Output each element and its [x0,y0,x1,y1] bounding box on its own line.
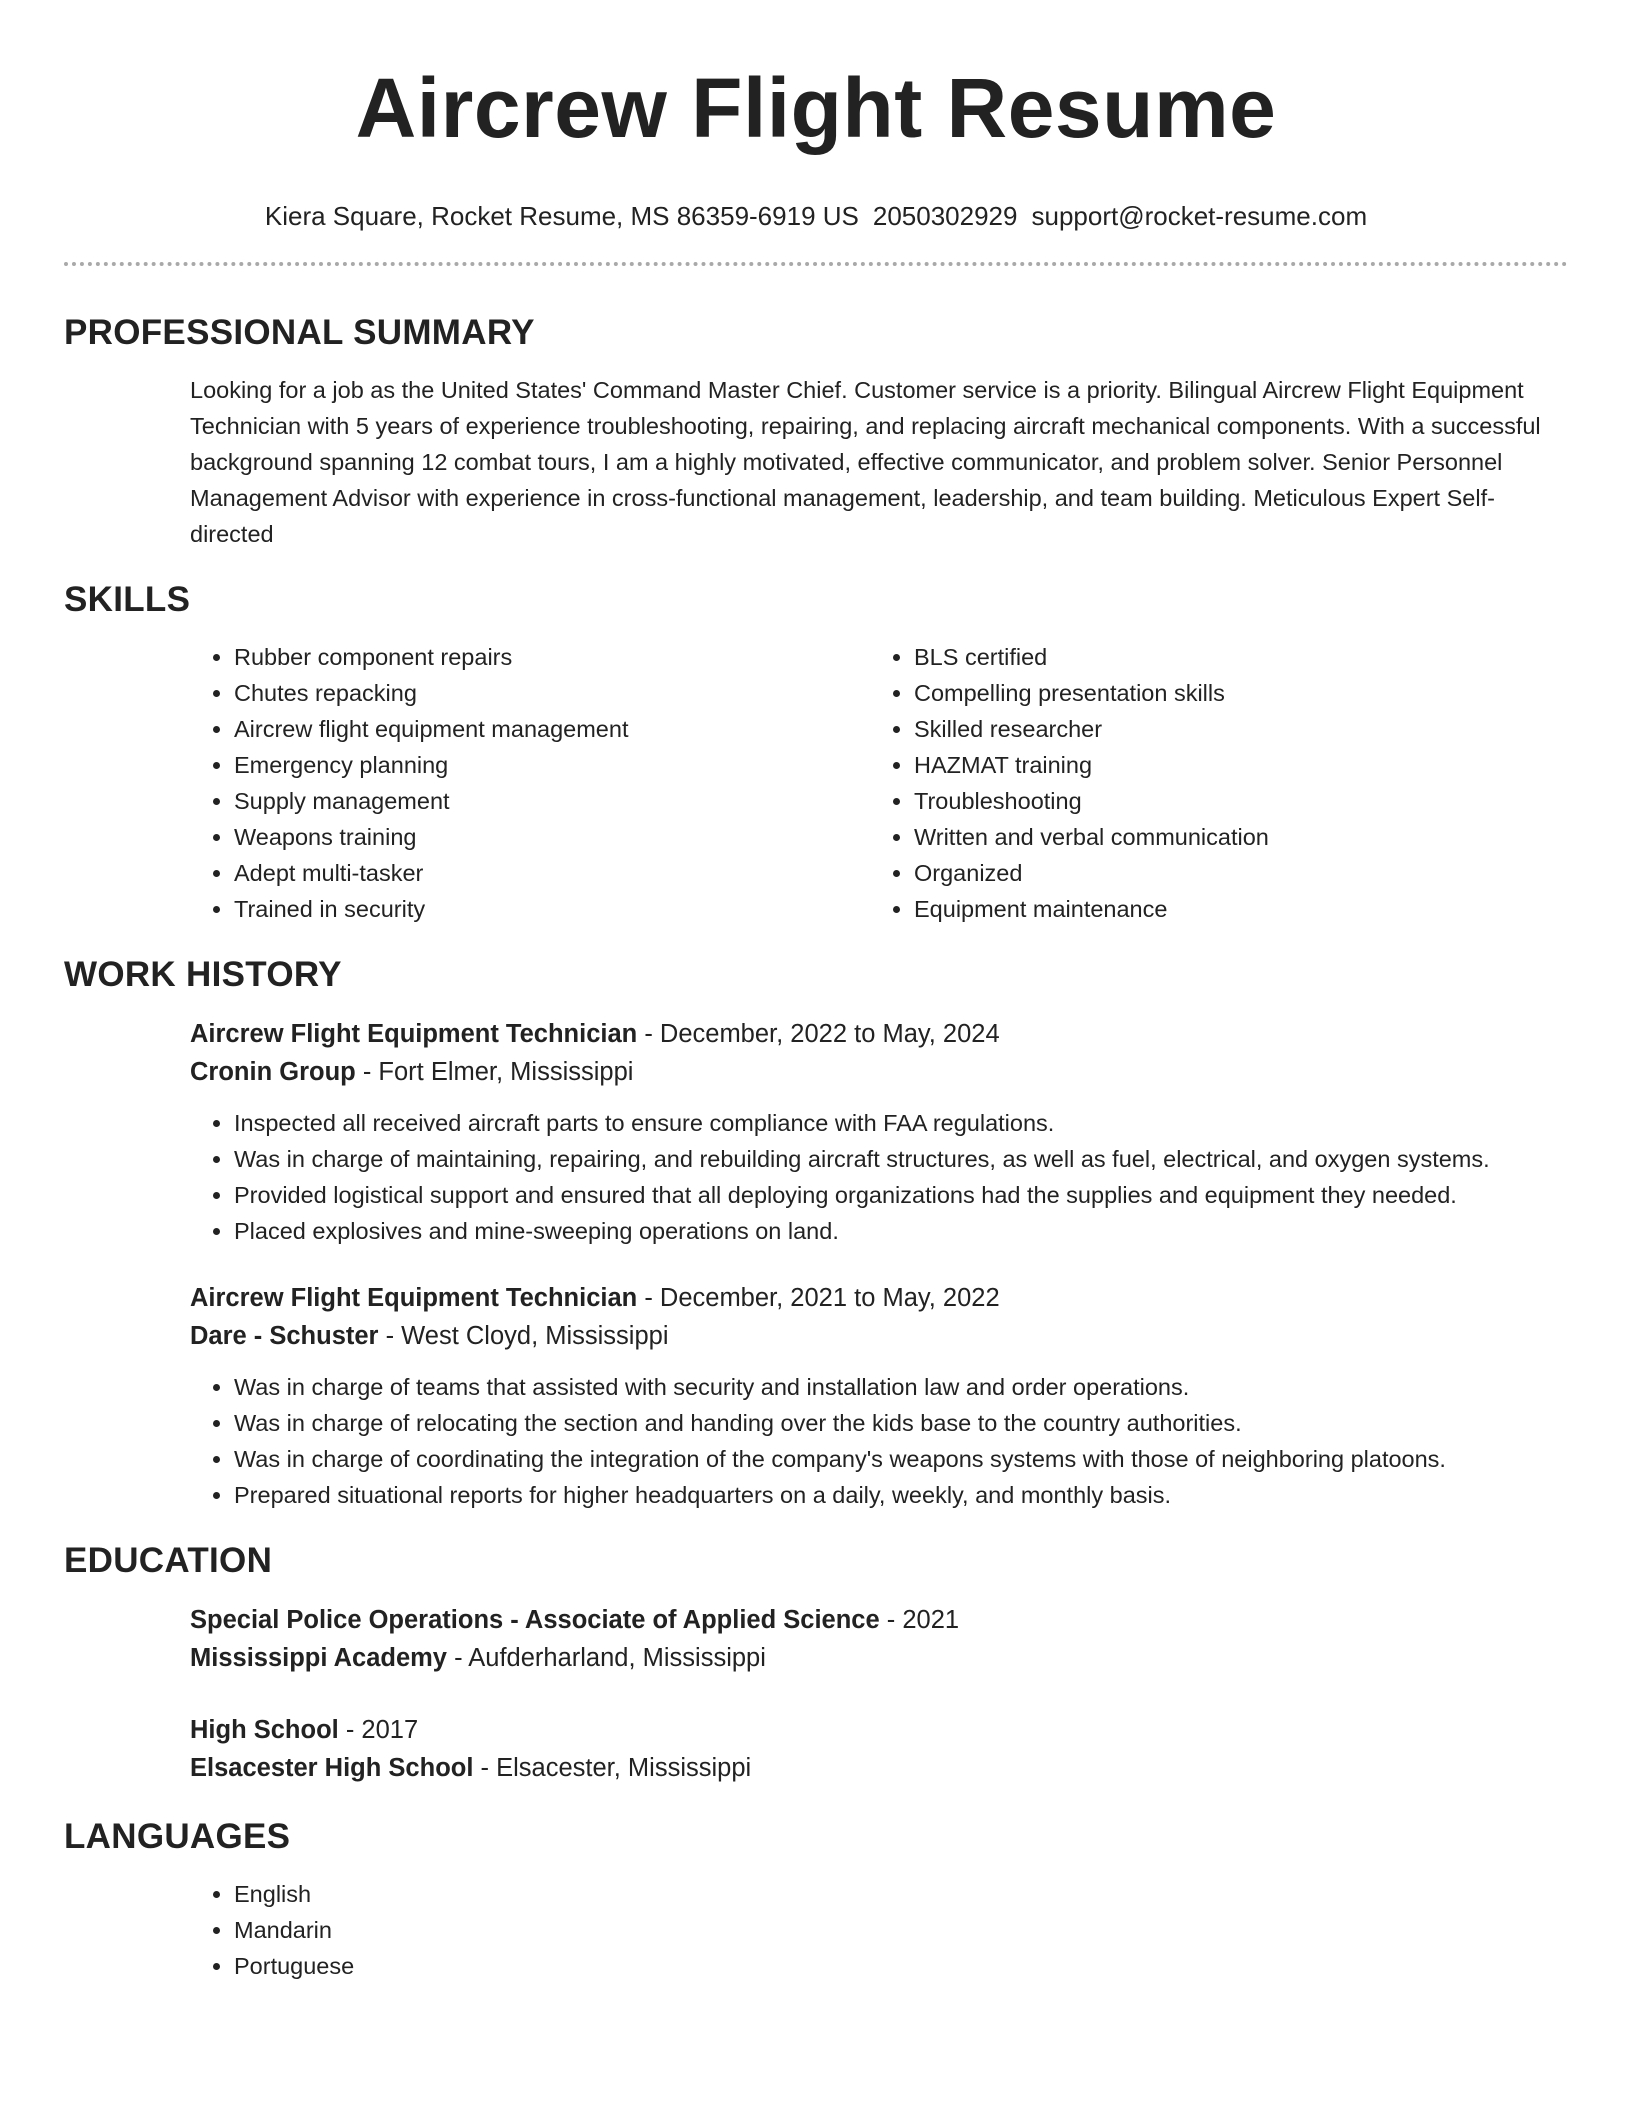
summary-section [64,311,1568,552]
contact-phone: 2050302929 [872,201,1018,231]
skill-item: • Equipment maintenance [914,891,1550,927]
job-bullets [190,1369,1568,1513]
job-company: Cronin Group [190,1058,356,1086]
skill-item: • Aircrew flight equipment management [234,711,870,747]
education-school: Elsacester High School [190,1754,474,1782]
job-bullet: • Inspected all received aircraft parts to ensure compliance with FAA regulations. [234,1105,1568,1141]
job-role: Aircrew Flight Equipment Technician [190,1284,638,1312]
job-entry [190,1279,1568,1513]
job-bullet: • Prepared situational reports for higher headquarters on a daily, weekly, and monthly basis. [234,1477,1568,1513]
job-bullet: • Provided logistical support and ensured that all deploying organizations had the supplies and equipment they needed. [234,1177,1568,1213]
language-item: • Portuguese [234,1948,1568,1984]
education-location: - Aufderharland, Mississippi [447,1644,766,1672]
contact-email: support@rocket-resume.com [1031,201,1368,231]
header-divider [64,262,1568,266]
languages-section [64,1815,1568,1984]
job-title-line [190,1015,1568,1053]
skill-item: • Supply management [234,783,870,819]
skill-item: • HAZMAT training [914,747,1550,783]
education-degree: High School [190,1716,339,1744]
job-location: - West Cloyd, Mississippi [378,1322,669,1350]
skill-item: • Organized [914,855,1550,891]
skill-item: • Chutes repacking [234,675,870,711]
skill-item: • Rubber component repairs [234,639,870,675]
education-degree: Special Police Operations - Associate of Applied Science [190,1606,880,1634]
job-dates: - December, 2022 to May, 2024 [637,1020,1000,1048]
skill-item: • Trained in security [234,891,870,927]
education-location: - Elsacester, Mississippi [473,1754,752,1782]
language-item: • English [234,1876,1568,1912]
summary-text: Looking for a job as the United States' Command Master Chief. Customer service is a priority. Bilingual Aircrew Flight Equipment Technician with 5 years of experience troubleshooting, repairing, and replacing aircraft mechanical components. With a successful background spanning 12 combat tours, I am a highly motivated, effective communicator, and problem solver. Senior Personnel Management Advisor with experience in cross-functional management, leadership, and team building. Meticulous Expert Self-directed [190,377,1541,547]
education-year: - 2021 [879,1606,960,1634]
job-company: Dare - Schuster [190,1322,379,1350]
contact-address: Kiera Square, Rocket Resume, MS 86359-6919 US [264,201,859,231]
skill-item: • Compelling presentation skills [914,675,1550,711]
skill-item: • Written and verbal communication [914,819,1550,855]
education-school-line [190,1639,1568,1677]
job-company-line [190,1317,1568,1355]
language-item: • Mandarin [234,1912,1568,1948]
education-year: - 2017 [338,1716,419,1744]
work-heading: WORK HISTORY [64,955,342,994]
skills-column-right [870,639,1550,927]
job-location: - Fort Elmer, Mississippi [355,1058,634,1086]
work-section [64,953,1568,1513]
job-bullet: • Was in charge of teams that assisted with security and installation law and order operations. [234,1369,1568,1405]
skill-item: • Skilled researcher [914,711,1550,747]
skill-item: • Emergency planning [234,747,870,783]
education-degree-line [190,1711,1568,1749]
job-bullet: • Was in charge of coordinating the integration of the company's weapons systems with those of neighboring platoons. [234,1441,1568,1477]
education-entry [190,1601,1568,1677]
job-company-line [190,1053,1568,1091]
languages-heading: LANGUAGES [64,1817,291,1856]
education-entry [190,1711,1568,1787]
skill-item: • Adept multi-tasker [234,855,870,891]
job-bullet: • Was in charge of relocating the section and handing over the kids base to the country authorities. [234,1405,1568,1441]
skills-section [64,578,1568,927]
education-degree-line [190,1601,1568,1639]
contact-line [64,200,1568,232]
job-dates: - December, 2021 to May, 2022 [637,1284,1000,1312]
job-bullet: • Was in charge of maintaining, repairing, and rebuilding aircraft structures, as well as fuel, electrical, and oxygen systems. [234,1141,1568,1177]
job-title-line [190,1279,1568,1317]
resume-title: Aircrew Flight Resume [355,61,1277,155]
skill-item: • Weapons training [234,819,870,855]
skill-item: • Troubleshooting [914,783,1550,819]
education-section [64,1539,1568,1787]
job-bullets [190,1105,1568,1249]
education-school: Mississippi Academy [190,1644,447,1672]
job-entry [190,1015,1568,1249]
education-heading: EDUCATION [64,1541,273,1580]
job-role: Aircrew Flight Equipment Technician [190,1020,638,1048]
summary-heading: PROFESSIONAL SUMMARY [64,313,535,352]
job-bullet: • Placed explosives and mine-sweeping operations on land. [234,1213,1568,1249]
education-school-line [190,1749,1568,1787]
skills-column-left [190,639,870,927]
skills-heading: SKILLS [64,580,191,619]
skill-item: • BLS certified [914,639,1550,675]
